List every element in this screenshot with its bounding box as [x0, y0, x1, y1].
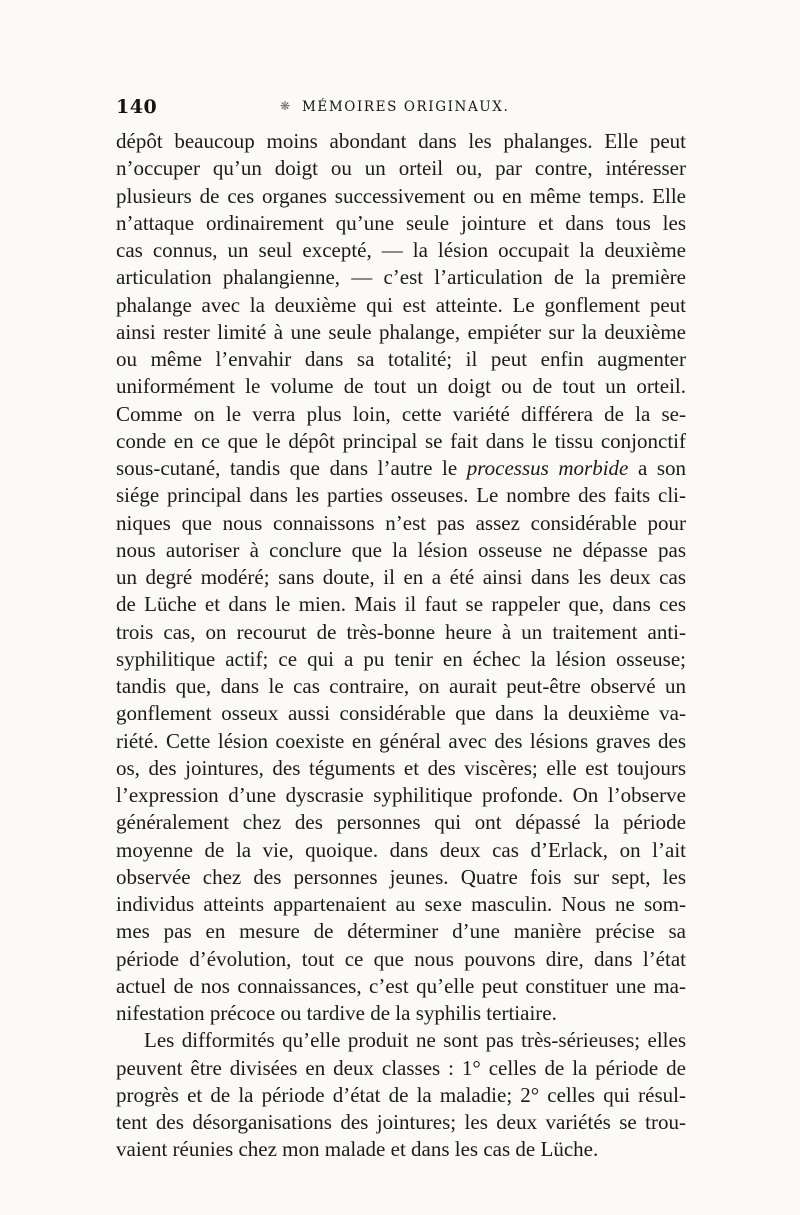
text-line: niques que nous connaissons n’est pas assez considérable pour — [116, 510, 686, 535]
text-line: conde en ce que le dépôt principal se fait dans le tissu conjonctif — [116, 428, 686, 453]
text-run: sous-cutané, tandis que dans l’autre le — [116, 456, 458, 480]
text-line: généralement chez des personnes qui ont dépassé la période — [116, 810, 686, 835]
text-line: gonflement osseux aussi considérable que dans la deuxième va- — [116, 701, 686, 726]
paragraph-start-line: Les difformités qu’elle produit ne sont pas très-sérieuses; elles — [144, 1028, 686, 1053]
text-line: progrès et de la période d’état de la maladie; 2° celles qui résul- — [116, 1082, 686, 1107]
paragraph-end-line: vaient réunies chez mon malade et dans les cas de Lüche. — [116, 1137, 599, 1162]
paragraph-end-line: nifestation précoce ou tardive de la syphilis tertiaire. — [116, 1001, 557, 1025]
text-line: observée chez des personnes jeunes. Quatre fois sur sept, les — [116, 864, 686, 889]
text-line: ou même l’envahir dans sa totalité; il peut enfin augmenter — [116, 347, 686, 371]
text-line: un degré modéré; sans doute, il en a été ainsi dans les deux cas — [116, 565, 686, 589]
text-line: trois cas, on recourut de très-bonne heure à un traitement anti- — [116, 619, 686, 644]
text-line: Comme on le verra plus loin, cette variété différera de la se- — [116, 401, 686, 426]
text-line: peuvent être divisées en deux classes : 1° celles de la période de — [116, 1055, 686, 1080]
text-line: plusieurs de ces organes successivement ou en même temps. Elle — [116, 183, 686, 208]
ornament-icon: ❋ — [280, 99, 291, 113]
text-line: mes pas en mesure de déterminer d’une manière précise sa — [116, 919, 686, 944]
text-line: articulation phalangienne, — c’est l’articulation de la première — [116, 265, 686, 290]
text-run: a son — [628, 456, 687, 480]
text-line: période d’évolution, tout ce que nous pouvons dire, dans l’état — [116, 946, 686, 971]
text-line: moyenne de la vie, quoique. dans deux cas d’Erlack, on l’ait — [116, 837, 686, 862]
text-line: actuel de nos connaissances, c’est qu’elle peut constituer une ma- — [116, 973, 686, 998]
text-line: syphilitique actif; ce qui a pu tenir en échec la lésion osseuse; — [116, 646, 686, 671]
text-line: n’attaque ordinairement qu’une seule jointure et dans tous les — [116, 210, 686, 235]
text-line: tandis que, dans le cas contraire, on aurait peut-être observé un — [116, 674, 686, 698]
text-line: phalange avec la deuxième qui est atteinte. Le gonflement peut — [116, 292, 686, 317]
text-line: individus atteints appartenaient au sexe masculin. Nous ne som- — [116, 892, 686, 916]
text-line: os, des jointures, des téguments et des viscères; elle est toujours — [116, 755, 686, 780]
text-line-with-italic — [116, 455, 686, 482]
text-line: dépôt beaucoup moins abondant dans les phalanges. Elle peut — [116, 129, 686, 153]
page-header — [116, 96, 686, 122]
text-line: ainsi rester limité à une seule phalange, empiéter sur la deuxième — [116, 319, 686, 344]
page-number: 140 — [116, 96, 158, 118]
text-line: riété. Cette lésion coexiste en général avec des lésions graves des — [116, 728, 686, 753]
text-line: n’occuper qu’un doigt ou un orteil ou, par contre, intéresser — [116, 156, 686, 181]
text-line: uniformément le volume de tout un doigt ou de tout un orteil. — [116, 374, 686, 399]
body-text — [116, 128, 686, 1164]
text-line: nous autoriser à conclure que la lésion osseuse ne dépasse pas — [116, 537, 686, 562]
text-line: l’expression d’une dyscrasie syphilitique profonde. On l’observe — [116, 783, 686, 807]
text-line: cas connus, un seul excepté, — la lésion occupait la deuxième — [116, 238, 686, 262]
italic-term: processus morbide — [466, 456, 629, 480]
text-line: tent des désorganisations des jointures; les deux variétés se trou- — [116, 1110, 686, 1134]
running-title: MÉMOIRES ORIGINAUX. — [302, 99, 510, 115]
text-line: siége principal dans les parties osseuses. Le nombre des faits cli- — [116, 483, 686, 508]
text-line: de Lüche et dans le mien. Mais il faut se rappeler que, dans ces — [116, 592, 686, 617]
